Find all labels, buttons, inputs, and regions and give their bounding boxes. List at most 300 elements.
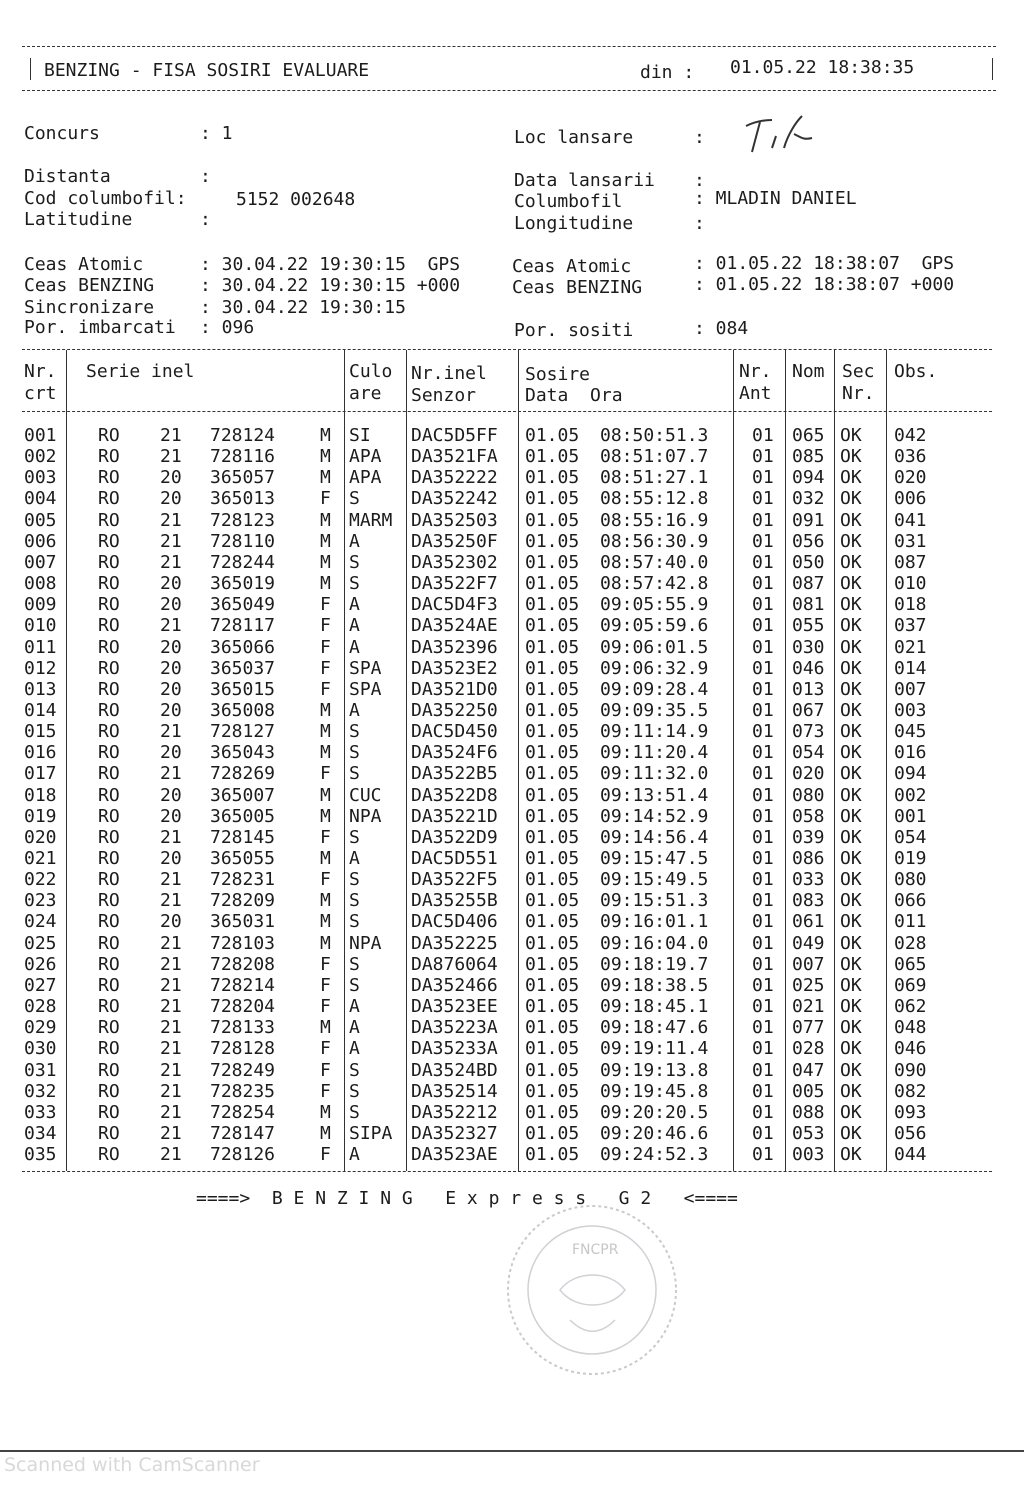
row-obs: 001 bbox=[894, 805, 927, 827]
row-year: 21 bbox=[160, 721, 182, 743]
row-nom: 005 bbox=[792, 1080, 825, 1102]
row-sex: M bbox=[320, 1122, 331, 1144]
row-sec: OK bbox=[840, 742, 862, 764]
row-ring: 365015 bbox=[210, 678, 276, 700]
row-nom: 056 bbox=[792, 530, 825, 552]
row-country: RO bbox=[98, 1101, 120, 1123]
row-sensor: DA352396 bbox=[411, 636, 498, 658]
row-country: RO bbox=[98, 805, 120, 827]
row-ant: 01 bbox=[752, 869, 774, 891]
row-nom: 055 bbox=[792, 615, 825, 637]
header-nom: Nom bbox=[792, 361, 825, 382]
header-sec-2: Nr. bbox=[842, 383, 875, 404]
camscanner-watermark: Scanned with CamScanner bbox=[4, 1454, 260, 1476]
row-time: 09:11:20.4 bbox=[600, 742, 709, 764]
ceas-atomic-end-label: Ceas Atomic bbox=[512, 256, 632, 277]
row-country: RO bbox=[98, 784, 120, 806]
row-date: 01.05 bbox=[525, 657, 580, 679]
row-year: 21 bbox=[160, 1080, 182, 1102]
latitudine-label: Latitudine bbox=[24, 209, 133, 230]
col-sep-crt bbox=[66, 350, 67, 1171]
row-sex: F bbox=[320, 678, 331, 700]
row-obs: 065 bbox=[894, 953, 927, 975]
row-time: 09:05:55.9 bbox=[600, 594, 709, 616]
row-date: 01.05 bbox=[525, 974, 580, 996]
longitudine-label: Longitudine bbox=[514, 213, 634, 234]
row-color: A bbox=[349, 636, 360, 658]
row-nr: 028 bbox=[24, 996, 57, 1018]
header-sosire: Sosire bbox=[525, 364, 591, 385]
row-nr: 009 bbox=[24, 594, 57, 616]
row-date: 01.05 bbox=[525, 467, 580, 489]
row-obs: 041 bbox=[894, 509, 927, 531]
row-date: 01.05 bbox=[525, 1059, 580, 1081]
row-ant: 01 bbox=[752, 699, 774, 721]
row-nr: 003 bbox=[24, 467, 57, 489]
row-ant: 01 bbox=[752, 594, 774, 616]
row-nr: 021 bbox=[24, 848, 57, 869]
row-ant: 01 bbox=[752, 953, 774, 975]
row-sex: F bbox=[320, 488, 331, 510]
loc-lansare-handwriting bbox=[742, 112, 822, 156]
row-ring: 365057 bbox=[210, 467, 276, 489]
row-sensor: DA3523EE bbox=[411, 996, 498, 1018]
header-top-rule bbox=[22, 46, 996, 47]
row-country: RO bbox=[98, 911, 120, 933]
row-sec: OK bbox=[840, 425, 862, 446]
row-sec: OK bbox=[840, 784, 862, 806]
row-ring: 728123 bbox=[210, 509, 276, 531]
row-sensor: DA3523AE bbox=[411, 1144, 498, 1166]
row-nom: 083 bbox=[792, 890, 825, 912]
row-obs: 056 bbox=[894, 1122, 927, 1144]
row-year: 21 bbox=[160, 826, 182, 848]
ceas-atomic-start-value: : 30.04.22 19:30:15 GPS bbox=[200, 254, 461, 275]
col-sep-sosire bbox=[518, 350, 519, 1171]
row-time: 09:15:51.3 bbox=[600, 890, 709, 912]
row-date: 01.05 bbox=[525, 953, 580, 975]
row-country: RO bbox=[98, 657, 120, 679]
col-sep-culo bbox=[344, 350, 345, 1171]
row-nom: 020 bbox=[792, 763, 825, 785]
row-nr: 023 bbox=[24, 890, 57, 912]
row-date: 01.05 bbox=[525, 890, 580, 912]
row-time: 09:24:52.3 bbox=[600, 1144, 709, 1166]
sincronizare-label: Sincronizare bbox=[24, 297, 155, 318]
row-ring: 365007 bbox=[210, 784, 276, 806]
row-country: RO bbox=[98, 1038, 120, 1060]
row-nom: 007 bbox=[792, 953, 825, 975]
header-senzor: Senzor bbox=[411, 385, 477, 406]
row-ant: 01 bbox=[752, 974, 774, 996]
row-ring: 728110 bbox=[210, 530, 276, 552]
header-sec-1: Sec bbox=[842, 361, 875, 382]
row-sex: M bbox=[320, 551, 331, 573]
row-time: 09:11:32.0 bbox=[600, 763, 709, 785]
row-nom: 061 bbox=[792, 911, 825, 933]
row-nr: 024 bbox=[24, 911, 57, 933]
row-sex: M bbox=[320, 721, 331, 743]
columbofil-label: Columbofil bbox=[514, 191, 623, 212]
ceas-benzing-start-label: Ceas BENZING bbox=[24, 275, 155, 296]
row-year: 20 bbox=[160, 657, 182, 679]
ceas-atomic-start-label: Ceas Atomic bbox=[24, 254, 144, 275]
row-sex: M bbox=[320, 1101, 331, 1123]
row-country: RO bbox=[98, 848, 120, 869]
row-country: RO bbox=[98, 869, 120, 891]
row-country: RO bbox=[98, 1059, 120, 1081]
row-time: 09:05:59.6 bbox=[600, 615, 709, 637]
header-serie-inel: Serie inel bbox=[86, 361, 195, 382]
row-color: S bbox=[349, 1059, 360, 1081]
row-ant: 01 bbox=[752, 911, 774, 933]
row-time: 08:51:07.7 bbox=[600, 446, 709, 468]
por-imbarcati-value: : 096 bbox=[200, 317, 255, 338]
por-sositi-value: : 084 bbox=[694, 318, 749, 339]
row-year: 20 bbox=[160, 467, 182, 489]
header-nr-ant-1: Nr. bbox=[739, 361, 772, 382]
header-culo: Culo bbox=[349, 361, 393, 382]
header-nr-inel: Nr.inel bbox=[411, 363, 487, 384]
row-country: RO bbox=[98, 678, 120, 700]
row-ring: 728147 bbox=[210, 1122, 276, 1144]
row-country: RO bbox=[98, 615, 120, 637]
row-date: 01.05 bbox=[525, 699, 580, 721]
row-ring: 728244 bbox=[210, 551, 276, 573]
row-ant: 01 bbox=[752, 678, 774, 700]
row-sensor: DA352225 bbox=[411, 932, 498, 954]
row-year: 21 bbox=[160, 869, 182, 891]
row-sensor: DA3524AE bbox=[411, 615, 498, 637]
row-time: 08:50:51.3 bbox=[600, 425, 709, 446]
row-sex: M bbox=[320, 784, 331, 806]
row-nr: 005 bbox=[24, 509, 57, 531]
header-left-border bbox=[30, 58, 31, 80]
row-nom: 085 bbox=[792, 446, 825, 468]
row-time: 09:15:47.5 bbox=[600, 848, 709, 869]
row-nom: 091 bbox=[792, 509, 825, 531]
row-nr: 004 bbox=[24, 488, 57, 510]
col-sep-senzor bbox=[406, 350, 407, 1171]
row-nom: 033 bbox=[792, 869, 825, 891]
row-ring: 365055 bbox=[210, 848, 276, 869]
row-sensor: DA352222 bbox=[411, 467, 498, 489]
row-color: A bbox=[349, 615, 360, 637]
columbofil-value: : MLADIN DANIEL bbox=[694, 188, 857, 209]
col-sep-sec bbox=[834, 350, 835, 1171]
row-sex: F bbox=[320, 636, 331, 658]
row-color: NPA bbox=[349, 805, 382, 827]
row-nom: 028 bbox=[792, 1038, 825, 1060]
row-country: RO bbox=[98, 446, 120, 468]
row-ant: 01 bbox=[752, 657, 774, 679]
row-obs: 080 bbox=[894, 869, 927, 891]
row-country: RO bbox=[98, 467, 120, 489]
row-sec: OK bbox=[840, 805, 862, 827]
row-obs: 044 bbox=[894, 1144, 927, 1166]
row-ring: 728235 bbox=[210, 1080, 276, 1102]
row-date: 01.05 bbox=[525, 996, 580, 1018]
row-year: 20 bbox=[160, 784, 182, 806]
row-nr: 015 bbox=[24, 721, 57, 743]
row-sec: OK bbox=[840, 530, 862, 552]
row-sensor: DA3524F6 bbox=[411, 742, 498, 764]
row-country: RO bbox=[98, 953, 120, 975]
row-sex: M bbox=[320, 932, 331, 954]
row-color: SI bbox=[349, 425, 371, 446]
row-sex: F bbox=[320, 1059, 331, 1081]
row-date: 01.05 bbox=[525, 1080, 580, 1102]
row-obs: 018 bbox=[894, 594, 927, 616]
row-year: 20 bbox=[160, 678, 182, 700]
row-nr: 020 bbox=[24, 826, 57, 848]
row-ant: 01 bbox=[752, 1017, 774, 1039]
row-time: 09:19:13.8 bbox=[600, 1059, 709, 1081]
row-ant: 01 bbox=[752, 1101, 774, 1123]
row-ring: 365037 bbox=[210, 657, 276, 679]
row-ant: 01 bbox=[752, 763, 774, 785]
row-sensor: DA3521FA bbox=[411, 446, 498, 468]
row-year: 20 bbox=[160, 742, 182, 764]
row-country: RO bbox=[98, 721, 120, 743]
row-nr: 011 bbox=[24, 636, 57, 658]
row-nom: 046 bbox=[792, 657, 825, 679]
row-year: 21 bbox=[160, 446, 182, 468]
row-sex: F bbox=[320, 953, 331, 975]
report-title: BENZING - FISA SOSIRI EVALUARE bbox=[44, 60, 370, 81]
row-year: 21 bbox=[160, 551, 182, 573]
row-nom: 086 bbox=[792, 848, 825, 869]
row-color: SPA bbox=[349, 678, 382, 700]
stamp-text: FNCPR bbox=[572, 1242, 619, 1258]
row-year: 21 bbox=[160, 932, 182, 954]
row-sensor: DA3522F7 bbox=[411, 573, 498, 595]
row-sex: M bbox=[320, 699, 331, 721]
row-sec: OK bbox=[840, 1101, 862, 1123]
row-year: 21 bbox=[160, 890, 182, 912]
row-country: RO bbox=[98, 509, 120, 531]
row-color: A bbox=[349, 1017, 360, 1039]
row-nom: 065 bbox=[792, 425, 825, 446]
row-obs: 007 bbox=[894, 678, 927, 700]
ceas-benzing-end-label: Ceas BENZING bbox=[512, 277, 643, 298]
row-sensor: DA3522D9 bbox=[411, 826, 498, 848]
row-time: 08:51:27.1 bbox=[600, 467, 709, 489]
row-obs: 082 bbox=[894, 1080, 927, 1102]
row-color: A bbox=[349, 594, 360, 616]
concurs-label: Concurs bbox=[24, 123, 100, 144]
row-obs: 094 bbox=[894, 763, 927, 785]
row-sec: OK bbox=[840, 594, 862, 616]
header-crt: crt bbox=[24, 383, 57, 404]
row-nr: 013 bbox=[24, 678, 57, 700]
row-sec: OK bbox=[840, 1080, 862, 1102]
row-sex: F bbox=[320, 594, 331, 616]
row-date: 01.05 bbox=[525, 763, 580, 785]
row-obs: 042 bbox=[894, 425, 927, 446]
row-date: 01.05 bbox=[525, 805, 580, 827]
row-date: 01.05 bbox=[525, 488, 580, 510]
row-time: 09:06:32.9 bbox=[600, 657, 709, 679]
table-bottom-rule bbox=[22, 1171, 992, 1172]
row-color: APA bbox=[349, 446, 382, 468]
row-color: S bbox=[349, 890, 360, 912]
row-sensor: DAC5D406 bbox=[411, 911, 498, 933]
row-year: 20 bbox=[160, 911, 182, 933]
row-year: 21 bbox=[160, 996, 182, 1018]
row-obs: 014 bbox=[894, 657, 927, 679]
row-time: 09:18:19.7 bbox=[600, 953, 709, 975]
row-sec: OK bbox=[840, 996, 862, 1018]
row-time: 08:57:42.8 bbox=[600, 573, 709, 595]
row-date: 01.05 bbox=[525, 551, 580, 573]
row-color: A bbox=[349, 848, 360, 869]
row-sensor: DA352514 bbox=[411, 1080, 498, 1102]
row-year: 21 bbox=[160, 530, 182, 552]
row-time: 08:57:40.0 bbox=[600, 551, 709, 573]
row-nom: 054 bbox=[792, 742, 825, 764]
row-nom: 077 bbox=[792, 1017, 825, 1039]
row-color: SIPA bbox=[349, 1122, 393, 1144]
row-country: RO bbox=[98, 488, 120, 510]
row-year: 21 bbox=[160, 425, 182, 446]
row-ring: 728145 bbox=[210, 826, 276, 848]
row-sensor: DA3521D0 bbox=[411, 678, 498, 700]
row-sex: F bbox=[320, 657, 331, 679]
row-country: RO bbox=[98, 425, 120, 446]
row-country: RO bbox=[98, 974, 120, 996]
row-ant: 01 bbox=[752, 890, 774, 912]
row-sex: M bbox=[320, 467, 331, 489]
row-ant: 01 bbox=[752, 446, 774, 468]
row-sec: OK bbox=[840, 636, 862, 658]
loc-lansare-sep: : bbox=[694, 127, 705, 148]
row-year: 20 bbox=[160, 594, 182, 616]
longitudine-value: : bbox=[694, 213, 705, 234]
row-color: NPA bbox=[349, 932, 382, 954]
row-sex: M bbox=[320, 890, 331, 912]
row-sex: M bbox=[320, 509, 331, 531]
row-sensor: DAC5D551 bbox=[411, 848, 498, 869]
row-nom: 049 bbox=[792, 932, 825, 954]
din-label: din : bbox=[640, 62, 695, 83]
row-year: 21 bbox=[160, 974, 182, 996]
row-nr: 006 bbox=[24, 530, 57, 552]
row-obs: 019 bbox=[894, 848, 927, 869]
row-color: MARM bbox=[349, 509, 393, 531]
club-stamp bbox=[500, 1200, 685, 1380]
row-country: RO bbox=[98, 826, 120, 848]
row-ring: 728208 bbox=[210, 953, 276, 975]
row-obs: 087 bbox=[894, 551, 927, 573]
data-lansarii-label: Data lansarii bbox=[514, 170, 655, 191]
row-nr: 032 bbox=[24, 1080, 57, 1102]
row-year: 21 bbox=[160, 1101, 182, 1123]
row-sex: M bbox=[320, 805, 331, 827]
row-sensor: DAC5D450 bbox=[411, 721, 498, 743]
row-color: S bbox=[349, 1101, 360, 1123]
row-sex: M bbox=[320, 425, 331, 446]
row-obs: 066 bbox=[894, 890, 927, 912]
row-year: 21 bbox=[160, 1144, 182, 1166]
row-ant: 01 bbox=[752, 784, 774, 806]
row-country: RO bbox=[98, 1144, 120, 1166]
row-time: 08:56:30.9 bbox=[600, 530, 709, 552]
header-right-border bbox=[992, 58, 993, 80]
row-sex: F bbox=[320, 1080, 331, 1102]
row-year: 21 bbox=[160, 1017, 182, 1039]
row-country: RO bbox=[98, 763, 120, 785]
row-obs: 045 bbox=[894, 721, 927, 743]
row-sex: F bbox=[320, 974, 331, 996]
row-sec: OK bbox=[840, 1122, 862, 1144]
row-year: 20 bbox=[160, 488, 182, 510]
row-time: 08:55:16.9 bbox=[600, 509, 709, 531]
row-ring: 365049 bbox=[210, 594, 276, 616]
row-obs: 010 bbox=[894, 573, 927, 595]
latitudine-value: : bbox=[200, 209, 211, 230]
row-ring: 728231 bbox=[210, 869, 276, 891]
row-obs: 062 bbox=[894, 996, 927, 1018]
row-nr: 008 bbox=[24, 573, 57, 595]
row-sec: OK bbox=[840, 467, 862, 489]
row-country: RO bbox=[98, 699, 120, 721]
row-nr: 014 bbox=[24, 699, 57, 721]
row-sensor: DA876064 bbox=[411, 953, 498, 975]
row-year: 21 bbox=[160, 1059, 182, 1081]
header-nr-ant-2: Ant bbox=[739, 383, 772, 404]
row-sensor: DA352503 bbox=[411, 509, 498, 531]
row-year: 21 bbox=[160, 1038, 182, 1060]
row-sensor: DA352302 bbox=[411, 551, 498, 573]
row-ant: 01 bbox=[752, 1122, 774, 1144]
row-year: 20 bbox=[160, 848, 182, 869]
row-nom: 047 bbox=[792, 1059, 825, 1081]
scan-edge bbox=[0, 1450, 1024, 1452]
row-sex: F bbox=[320, 615, 331, 637]
row-nom: 050 bbox=[792, 551, 825, 573]
row-country: RO bbox=[98, 530, 120, 552]
row-ring: 728249 bbox=[210, 1059, 276, 1081]
row-sec: OK bbox=[840, 932, 862, 954]
row-ring: 365013 bbox=[210, 488, 276, 510]
row-color: S bbox=[349, 763, 360, 785]
row-nr: 010 bbox=[24, 615, 57, 637]
row-sensor: DAC5D5FF bbox=[411, 425, 498, 446]
row-obs: 037 bbox=[894, 615, 927, 637]
row-color: S bbox=[349, 742, 360, 764]
row-obs: 069 bbox=[894, 974, 927, 996]
row-sex: M bbox=[320, 530, 331, 552]
data-lansarii-value: : bbox=[694, 170, 705, 191]
row-time: 09:14:56.4 bbox=[600, 826, 709, 848]
row-country: RO bbox=[98, 742, 120, 764]
row-sec: OK bbox=[840, 826, 862, 848]
row-obs: 054 bbox=[894, 826, 927, 848]
row-obs: 020 bbox=[894, 467, 927, 489]
row-ant: 01 bbox=[752, 551, 774, 573]
row-obs: 011 bbox=[894, 911, 927, 933]
row-color: S bbox=[349, 953, 360, 975]
row-sec: OK bbox=[840, 848, 862, 869]
row-sex: M bbox=[320, 742, 331, 764]
row-nr: 002 bbox=[24, 446, 57, 468]
row-ant: 01 bbox=[752, 425, 774, 446]
row-date: 01.05 bbox=[525, 721, 580, 743]
row-country: RO bbox=[98, 1080, 120, 1102]
row-sec: OK bbox=[840, 953, 862, 975]
row-date: 01.05 bbox=[525, 615, 580, 637]
